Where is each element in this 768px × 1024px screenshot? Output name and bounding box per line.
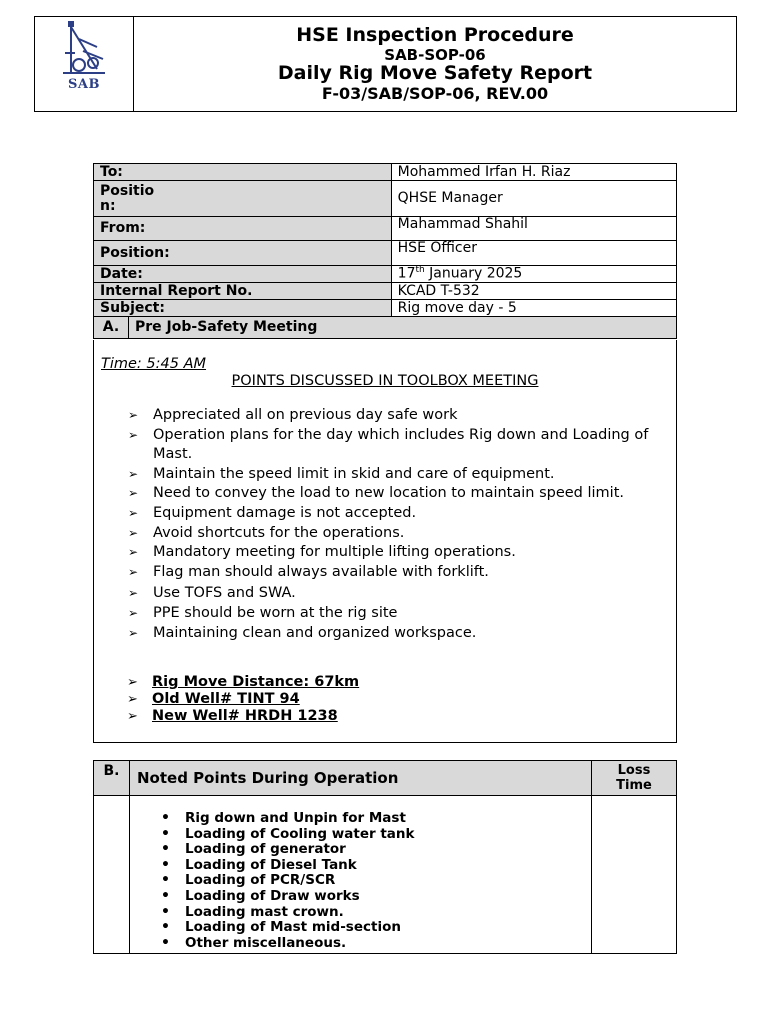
arrow-bullet-icon: ➢ [128,605,139,620]
list-item: • Loading of Mast mid-section [161,920,590,936]
list-item: ➢ New Well# HRDH 1238 [127,708,338,724]
to-label: To: [94,164,392,181]
info-row-position-1 [94,181,677,217]
loss-time-header [592,761,677,796]
list-item: ➢ Rig Move Distance: 67km [127,674,360,690]
arrow-bullet-icon: ➢ [128,408,139,422]
loss-time-cell [592,796,677,954]
subject-label: Subject: [94,300,392,317]
position-value: QHSE Manager [391,181,676,217]
section-a-number: A. [94,317,129,339]
list-item: • Loading of Cooling water tank [161,827,590,843]
company-logo [35,17,134,111]
list-item: • Rig down and Unpin for Mast [161,811,590,827]
arrow-bullet-icon: ➢ [128,586,139,601]
list-item: ➢ Flag man should always available with forklift. [128,563,668,583]
arrow-bullet-icon: ➢ [128,486,139,501]
list-item: ➢ Old Well# TINT 94 [127,691,300,707]
position-label [94,181,392,217]
arrow-bullet-icon: ➢ [128,545,139,560]
section-a-header [94,317,677,339]
form-reference: F-03/SAB/SOP-06, REV.00 [321,83,549,103]
list-item: ➢ Use TOFS and SWA. [128,584,668,604]
arrow-bullet-icon: ➢ [128,625,139,640]
arrow-bullet-icon: ➢ [127,675,138,690]
arrow-bullet-icon: ➢ [128,505,139,520]
list-item: ➢ Maintain the speed limit in skid and care of equipment. [128,465,668,485]
list-item: ➢ PPE should be worn at the rig site [128,604,668,624]
arrow-bullet-icon: ➢ [127,709,138,724]
list-item: ➢ Mandatory meeting for multiple lifting operations. [128,543,668,563]
section-a-title: Pre Job-Safety Meeting [129,317,677,339]
section-b-table [93,760,677,954]
arrow-bullet-icon: ➢ [128,564,139,579]
report-info-table [93,163,677,339]
report-no-label: Internal Report No. [94,283,392,300]
meeting-time: Time: 5:45 AM [101,356,207,372]
list-item: ➢ Equipment damage is not accepted. [128,504,668,524]
info-row-report-no [94,283,677,300]
from-value: Mahammad Shahil [391,217,676,241]
date-day: 17 [397,265,416,282]
info-row-position-2 [94,241,677,266]
section-b-number-cell [94,796,130,954]
procedure-title: HSE Inspection Procedure [296,24,574,47]
toolbox-points-list [128,406,668,643]
rig-move-highlights [127,674,359,725]
info-row-to [94,164,677,181]
arrow-bullet-icon: ➢ [128,525,139,540]
section-b-number: B. [94,761,130,796]
info-row-from [94,217,677,241]
list-item: ➢ Operation plans for the day which includes Rig down and Loading of Mast. [128,426,649,463]
date-value [391,266,676,283]
position2-value: HSE Officer [391,241,676,266]
to-value: Mohammed Irfan H. Riaz [391,164,676,181]
position-label-part2: n: [100,197,116,214]
report-title: Daily Rig Move Safety Report [277,62,593,85]
position-label-part1: Positio [100,182,155,199]
procedure-code: SAB-SOP-06 [384,45,486,64]
list-item: ➢ Avoid shortcuts for the operations. [128,524,668,544]
from-label: From: [94,217,392,241]
list-item: • Other miscellaneous. [161,936,590,952]
list-item: • Loading of generator [161,842,590,858]
header-titles [134,17,736,111]
loss-time-label-2: Time [616,778,652,793]
loss-time-label-1: Loss [617,763,651,778]
subject-value: Rig move day - 5 [391,300,676,317]
list-item: • Loading of Draw works [161,889,590,905]
report-no-value: KCAD T-532 [391,283,676,300]
section-b-header [94,761,677,796]
list-item: • Loading mast crown. [161,905,590,921]
section-b-title: Noted Points During Operation [130,761,592,796]
noted-points-list [131,797,590,951]
logo-text: SAB [68,77,100,92]
noted-points-cell [130,796,592,954]
date-month-year: January 2025 [424,265,523,282]
arrow-bullet-icon: ➢ [127,692,138,707]
list-item: ➢ Maintaining clean and organized workspace. [128,624,668,644]
info-row-date [94,266,677,283]
arrow-bullet-icon: ➢ [128,427,139,442]
section-b-body [94,796,677,954]
position2-label: Position: [94,241,392,266]
list-item: • Loading of PCR/SCR [161,873,590,889]
date-label: Date: [94,266,392,283]
date-suffix: th [415,265,425,276]
document-header [34,16,737,112]
info-row-subject [94,300,677,317]
points-discussed-title: POINTS DISCUSSED IN TOOLBOX MEETING [231,373,539,389]
arrow-bullet-icon: ➢ [128,466,139,481]
list-item: ➢ Need to convey the load to new location to maintain speed limit. [128,484,668,504]
list-item: • Loading of Diesel Tank [161,858,590,874]
rig-logo-icon [35,17,133,113]
list-item: ➢ Appreciated all on previous day safe work [128,406,668,426]
